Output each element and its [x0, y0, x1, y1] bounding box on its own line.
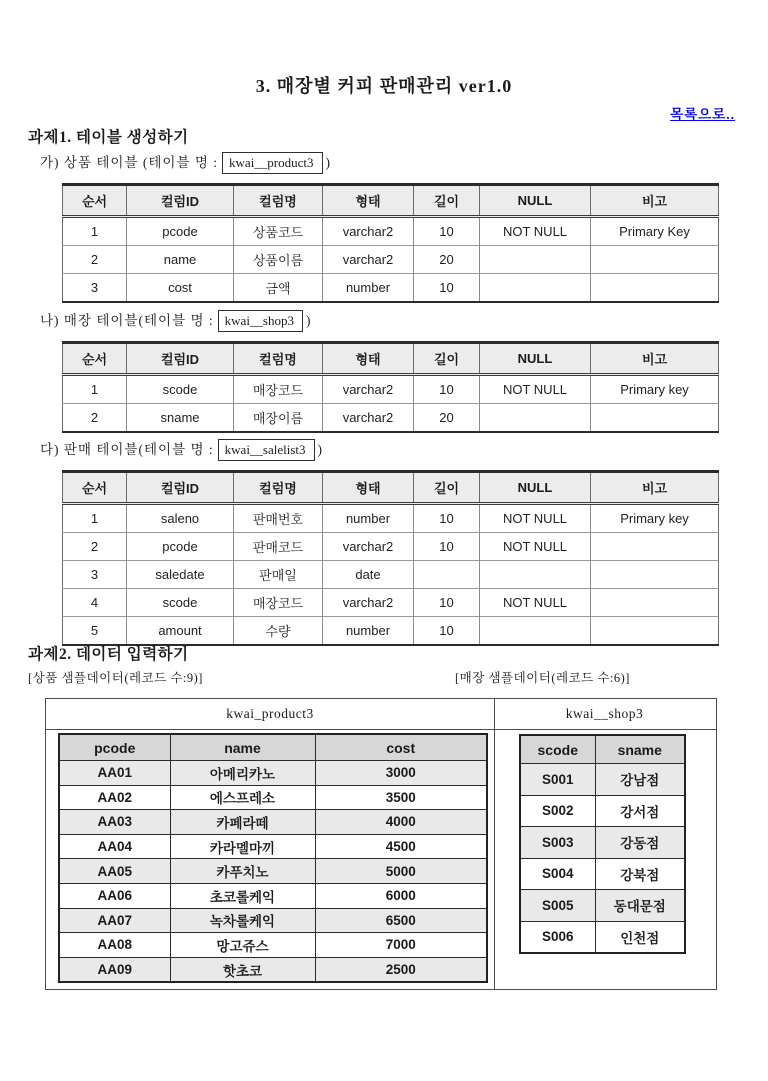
- column-header: 순서: [63, 472, 127, 504]
- table-cell: NOT NULL: [480, 533, 591, 561]
- shop-sample-table: [519, 734, 686, 954]
- def-line-suffix: ): [306, 313, 312, 328]
- column-header: scode: [520, 735, 595, 764]
- table-cell: 5: [63, 617, 127, 646]
- table-cell: Primary Key: [591, 217, 719, 246]
- table-cell: varchar2: [323, 217, 414, 246]
- table-cell: 2: [63, 404, 127, 433]
- column-header: sname: [595, 735, 685, 764]
- table-cell: 동대문점: [595, 890, 685, 922]
- table-cell: scode: [127, 589, 234, 617]
- table-cell: AA07: [59, 908, 170, 933]
- data-header-row: [520, 735, 685, 764]
- table-cell: [591, 589, 719, 617]
- column-header: 비고: [591, 185, 719, 217]
- table-cell: 매장이름: [234, 404, 323, 433]
- table-cell: 인천점: [595, 921, 685, 953]
- column-header: 순서: [63, 343, 127, 375]
- task2-heading: 과제2. 데이터 입력하기: [28, 646, 189, 663]
- table-cell: NOT NULL: [480, 217, 591, 246]
- table-cell: S002: [520, 795, 595, 827]
- column-header: NULL: [480, 472, 591, 504]
- table-cell: 3500: [315, 785, 487, 810]
- table-cell: 매장코드: [234, 589, 323, 617]
- column-header: 순서: [63, 185, 127, 217]
- table-cell: 4: [63, 589, 127, 617]
- table-cell: [591, 617, 719, 646]
- table-cell: varchar2: [323, 404, 414, 433]
- product-spec-table: [62, 183, 719, 303]
- product-def-line: [40, 151, 331, 174]
- table-cell: 아메리카노: [170, 761, 315, 786]
- table-row: [59, 810, 487, 835]
- table-row: [63, 274, 719, 303]
- table-cell: Primary key: [591, 375, 719, 404]
- table-name-box: kwai__shop3: [218, 310, 303, 332]
- def-line-text: 다) 판매 테이블(테이블 명 :: [40, 442, 214, 457]
- table-cell: 판매코드: [234, 533, 323, 561]
- table-cell: AA06: [59, 883, 170, 908]
- page-title: 3. 매장별 커피 판매관리 ver1.0: [255, 76, 513, 96]
- table-cell: [591, 533, 719, 561]
- column-header: pcode: [59, 734, 170, 761]
- table-cell: NOT NULL: [480, 504, 591, 533]
- column-header: 컬럼ID: [127, 343, 234, 375]
- table-cell: AA08: [59, 933, 170, 958]
- column-header: 비고: [591, 343, 719, 375]
- table-cell: 4000: [315, 810, 487, 835]
- table-row: [59, 933, 487, 958]
- table-cell: cost: [127, 274, 234, 303]
- table-row: [63, 504, 719, 533]
- table-cell: 판매일: [234, 561, 323, 589]
- table-cell: 2: [63, 533, 127, 561]
- table-cell: S001: [520, 764, 595, 796]
- table-cell: [480, 617, 591, 646]
- product-sample-table: [58, 733, 488, 983]
- column-header: 형태: [323, 185, 414, 217]
- table-cell: 강동점: [595, 827, 685, 859]
- table-cell: number: [323, 504, 414, 533]
- table-cell: number: [323, 274, 414, 303]
- table-cell: pcode: [127, 533, 234, 561]
- table-row: [520, 827, 685, 859]
- table-row: [63, 404, 719, 433]
- table-cell: [591, 561, 719, 589]
- table-row: [520, 890, 685, 922]
- toc-link[interactable]: 목록으로..: [670, 107, 735, 122]
- def-line-text: 가) 상품 테이블 (테이블 명 :: [40, 155, 219, 170]
- table-cell: NOT NULL: [480, 589, 591, 617]
- table-cell: [591, 274, 719, 303]
- table-cell: 강북점: [595, 858, 685, 890]
- def-line-text: 나) 매장 테이블(테이블 명 :: [40, 313, 214, 328]
- table-cell: 상품이름: [234, 246, 323, 274]
- table-cell: 강서점: [595, 795, 685, 827]
- spec-header-row: [63, 185, 719, 217]
- table-cell: S006: [520, 921, 595, 953]
- table-cell: 에스프레소: [170, 785, 315, 810]
- table-cell: 녹차롤케익: [170, 908, 315, 933]
- table-cell: amount: [127, 617, 234, 646]
- table-cell: pcode: [127, 217, 234, 246]
- table-cell: 카푸치노: [170, 859, 315, 884]
- column-header: 길이: [414, 472, 480, 504]
- table-cell: varchar2: [323, 246, 414, 274]
- table-cell: 20: [414, 404, 480, 433]
- column-header: 컬럼ID: [127, 185, 234, 217]
- table-cell: varchar2: [323, 589, 414, 617]
- table-cell: [480, 246, 591, 274]
- table-row: [63, 533, 719, 561]
- table-cell: 1: [63, 504, 127, 533]
- column-header: 컬럼명: [234, 185, 323, 217]
- table-cell: 카페라떼: [170, 810, 315, 835]
- table-cell: AA02: [59, 785, 170, 810]
- shop-sample-label: [매장 샘플데이터(레코드 수:6)]: [455, 671, 630, 685]
- table-cell: 6000: [315, 883, 487, 908]
- table-row: [63, 617, 719, 646]
- column-header: 비고: [591, 472, 719, 504]
- product-table-title: kwai_product3: [226, 706, 314, 721]
- table-row: [63, 375, 719, 404]
- table-cell: AA03: [59, 810, 170, 835]
- table-cell: 금액: [234, 274, 323, 303]
- data-header-row: [59, 734, 487, 761]
- table-cell: 강남점: [595, 764, 685, 796]
- table-cell: 10: [414, 617, 480, 646]
- table-cell: S004: [520, 858, 595, 890]
- table-name-box: kwai__salelist3: [218, 439, 315, 461]
- table-cell: number: [323, 617, 414, 646]
- def-line-suffix: ): [317, 442, 324, 457]
- table-cell: 6500: [315, 908, 487, 933]
- column-header: 컬럼명: [234, 472, 323, 504]
- spec-header-row: [63, 472, 719, 504]
- table-row: [520, 764, 685, 796]
- table-row: [63, 217, 719, 246]
- column-header: 형태: [323, 343, 414, 375]
- table-cell: date: [323, 561, 414, 589]
- table-cell: 3: [63, 274, 127, 303]
- table-cell: 20: [414, 246, 480, 274]
- table-cell: varchar2: [323, 533, 414, 561]
- table-cell: 상품코드: [234, 217, 323, 246]
- table-cell: Primary key: [591, 504, 719, 533]
- table-cell: scode: [127, 375, 234, 404]
- panel-divider-line: [494, 699, 495, 989]
- table-cell: AA01: [59, 761, 170, 786]
- column-header: NULL: [480, 185, 591, 217]
- product-sample-label: [상품 샘플데이터(레코드 수:9)]: [28, 671, 203, 685]
- table-cell: 1: [63, 375, 127, 404]
- table-cell: [591, 404, 719, 433]
- table-cell: varchar2: [323, 375, 414, 404]
- table-cell: AA09: [59, 957, 170, 982]
- table-cell: 판매번호: [234, 504, 323, 533]
- table-cell: [480, 561, 591, 589]
- table-cell: [414, 561, 480, 589]
- table-row: [59, 859, 487, 884]
- table-cell: 4500: [315, 834, 487, 859]
- table-cell: 7000: [315, 933, 487, 958]
- column-header: name: [170, 734, 315, 761]
- table-cell: 초코롤케익: [170, 883, 315, 908]
- table-row: [520, 858, 685, 890]
- table-row: [520, 921, 685, 953]
- table-row: [59, 785, 487, 810]
- column-header: 컬럼명: [234, 343, 323, 375]
- table-cell: 2: [63, 246, 127, 274]
- table-row: [63, 589, 719, 617]
- table-cell: [480, 404, 591, 433]
- table-cell: saledate: [127, 561, 234, 589]
- table-cell: 1: [63, 217, 127, 246]
- table-cell: 핫초코: [170, 957, 315, 982]
- table-cell: 3: [63, 561, 127, 589]
- table-cell: 5000: [315, 859, 487, 884]
- table-cell: 3000: [315, 761, 487, 786]
- column-header: 길이: [414, 343, 480, 375]
- shop-table-title: kwai__shop3: [565, 706, 644, 721]
- table-row: [59, 834, 487, 859]
- title-separator-line: [46, 729, 716, 730]
- sale-spec-table: [62, 470, 719, 646]
- table-row: [59, 883, 487, 908]
- table-cell: [480, 274, 591, 303]
- table-cell: [591, 246, 719, 274]
- task1-heading: 과제1. 테이블 생성하기: [28, 129, 189, 146]
- table-cell: 10: [414, 274, 480, 303]
- table-cell: 10: [414, 533, 480, 561]
- table-cell: sname: [127, 404, 234, 433]
- sale-def-line: [40, 438, 323, 461]
- column-header: 길이: [414, 185, 480, 217]
- table-cell: 수량: [234, 617, 323, 646]
- table-cell: 매장코드: [234, 375, 323, 404]
- table-name-box: kwai__product3: [222, 152, 322, 174]
- table-row: [63, 561, 719, 589]
- def-line-suffix: ): [325, 155, 332, 170]
- table-row: [59, 908, 487, 933]
- table-cell: AA05: [59, 859, 170, 884]
- table-row: [63, 246, 719, 274]
- column-header: NULL: [480, 343, 591, 375]
- column-header: cost: [315, 734, 487, 761]
- table-cell: 2500: [315, 957, 487, 982]
- table-cell: 10: [414, 217, 480, 246]
- sample-data-box: [45, 698, 717, 990]
- shop-def-line: [40, 309, 312, 332]
- table-row: [520, 795, 685, 827]
- table-cell: 카라멜마끼: [170, 834, 315, 859]
- table-cell: name: [127, 246, 234, 274]
- table-cell: NOT NULL: [480, 375, 591, 404]
- table-cell: 10: [414, 589, 480, 617]
- table-cell: 10: [414, 504, 480, 533]
- table-row: [59, 957, 487, 982]
- table-cell: S003: [520, 827, 595, 859]
- shop-spec-table: [62, 341, 719, 433]
- table-cell: 10: [414, 375, 480, 404]
- table-cell: saleno: [127, 504, 234, 533]
- table-row: [59, 761, 487, 786]
- table-cell: AA04: [59, 834, 170, 859]
- column-header: 컬럼ID: [127, 472, 234, 504]
- column-header: 형태: [323, 472, 414, 504]
- spec-header-row: [63, 343, 719, 375]
- table-cell: S005: [520, 890, 595, 922]
- table-cell: 망고쥬스: [170, 933, 315, 958]
